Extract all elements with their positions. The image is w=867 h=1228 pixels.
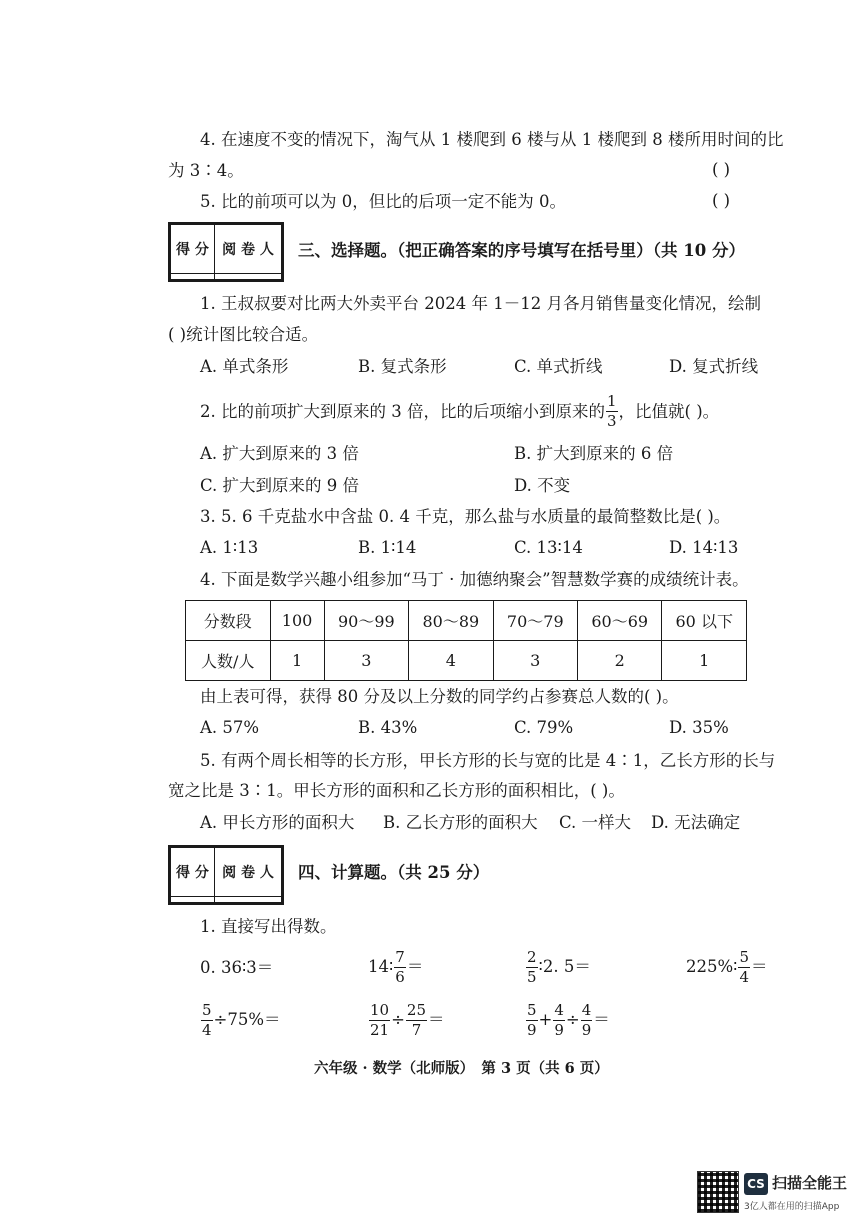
- calc-7-den-1: 9: [527, 1020, 537, 1039]
- grade-data-cell: 1: [270, 641, 324, 681]
- calc-7-fraction-2: [553, 1000, 565, 1039]
- calc-7-op-1: +: [538, 1010, 553, 1029]
- calc-4-den: 4: [739, 967, 750, 986]
- s3-q2-option-c[interactable]: C. 扩大到原来的 9 倍: [200, 476, 360, 495]
- tf-q4-line2: 为 3∶4。: [168, 161, 244, 180]
- s3-q1-line2: ( )统计图比较合适。: [168, 325, 319, 344]
- s3-q1-line1: 1. 王叔叔要对比两大外卖平台 2024 年 1－12 月各月销售量变化情况，绘制: [200, 294, 761, 313]
- grade-table-data-row: [186, 641, 747, 681]
- s3-q2-suffix: ，比值就( )。: [618, 401, 720, 421]
- s3-q3-option-a[interactable]: A. 1∶13: [200, 538, 259, 557]
- calc-7-num-3: 4: [581, 1000, 592, 1019]
- score-box-section3: [168, 222, 284, 282]
- grade-data-cell: 人数/人: [186, 641, 271, 681]
- calc-3: [525, 945, 591, 989]
- s3-q1-option-a[interactable]: A. 单式条形: [200, 357, 289, 376]
- calc-6-op: ÷: [391, 1010, 405, 1029]
- calc-4-post: ＝: [751, 957, 768, 976]
- calc-4-num: 5: [739, 947, 750, 966]
- section3-title: 三、选择题。（把正确答案的序号填写在括号里）（共 10 分）: [298, 241, 745, 260]
- grade-header-cell: 100: [270, 601, 324, 641]
- s3-q1-option-b[interactable]: B. 复式条形: [358, 357, 447, 376]
- calc-5-post: ÷75%＝: [213, 1010, 281, 1029]
- calc-7-num-2: 4: [554, 1000, 564, 1019]
- calc-1: 0. 36∶3＝: [200, 958, 274, 977]
- grade-header-cell: 80～89: [409, 601, 493, 641]
- calc-4-pre: 225%∶: [686, 957, 738, 976]
- calc-2-fraction: [394, 947, 406, 986]
- calc-7: [525, 998, 610, 1042]
- calc-3-den: 5: [527, 967, 537, 986]
- camscanner-name: 扫描全能王: [772, 1174, 848, 1192]
- score-cell[interactable]: [171, 896, 215, 902]
- s3-q1-option-d[interactable]: D. 复式折线: [669, 357, 759, 376]
- s3-q3-option-b[interactable]: B. 1∶14: [358, 538, 417, 557]
- s3-q5-option-b[interactable]: B. 乙长方形的面积大: [383, 813, 538, 832]
- s3-q4-option-a[interactable]: A. 57%: [200, 718, 260, 737]
- s3-q2-option-a[interactable]: A. 扩大到原来的 3 倍: [200, 444, 359, 463]
- s3-q2: [200, 394, 719, 429]
- grade-header-cell: 60～69: [578, 601, 662, 641]
- calc-6-den-2: 7: [411, 1020, 422, 1039]
- calc-2: [368, 945, 423, 989]
- tf-q5-answer-paren[interactable]: ( ): [712, 191, 731, 210]
- calc-6-num-1: 10: [370, 1000, 390, 1019]
- s3-q1-option-c[interactable]: C. 单式折线: [514, 357, 603, 376]
- s3-q3-option-d[interactable]: D. 14∶13: [669, 538, 739, 557]
- calc-6-post: ＝: [428, 1010, 445, 1029]
- calc-3-fraction: [526, 947, 538, 986]
- calc-7-den-2: 9: [554, 1020, 564, 1039]
- score-cell[interactable]: [171, 273, 215, 279]
- calc-6-den-1: 21: [370, 1020, 390, 1039]
- calc-5-fraction: [201, 1000, 213, 1039]
- score-label: 得 分: [171, 225, 215, 274]
- calc-4-fraction: [738, 947, 750, 986]
- s3-q4-question: 由上表可得，获得 80 分及以上分数的同学约占参赛总人数的( )。: [200, 687, 679, 706]
- tf-q5: 5. 比的前项可以为 0，但比的后项一定不能为 0。: [200, 192, 566, 211]
- s3-q4-option-d[interactable]: D. 35%: [669, 718, 729, 737]
- s3-q5-option-a[interactable]: A. 甲长方形的面积大: [200, 813, 355, 832]
- qr-code-icon: [697, 1171, 739, 1213]
- page-footer: 六年级 · 数学（北师版） 第 3 页（共 6 页）: [314, 1060, 609, 1077]
- calc-3-post: ∶2. 5＝: [538, 957, 591, 976]
- calc-6-fraction-1: [369, 1000, 390, 1039]
- calc-2-post: ＝: [406, 957, 424, 976]
- grade-header-cell: 60 以下: [662, 601, 747, 641]
- calc-7-op-2: ÷: [565, 1010, 580, 1029]
- s3-q4-option-c[interactable]: C. 79%: [514, 718, 574, 737]
- s3-q4-option-b[interactable]: B. 43%: [358, 718, 418, 737]
- s3-q2-prefix: 2. 比的前项扩大到原来的 3 倍，比的后项缩小到原来的: [200, 401, 605, 421]
- calc-2-num: 7: [395, 947, 405, 966]
- tf-q4-answer-paren[interactable]: ( ): [712, 160, 731, 179]
- s3-q2-option-b[interactable]: B. 扩大到原来的 6 倍: [514, 444, 674, 463]
- calc-2-den: 6: [395, 967, 405, 986]
- grade-header-cell: 分数段: [186, 601, 271, 641]
- reviewer-label: 阅 卷 人: [214, 848, 281, 897]
- s3-q3-option-c[interactable]: C. 13∶14: [514, 538, 583, 557]
- tf-q4-line1: 4. 在速度不变的情况下，淘气从 1 楼爬到 6 楼与从 1 楼爬到 8 楼所用时间的比: [200, 130, 784, 149]
- calc-5-num: 5: [202, 1000, 212, 1019]
- grade-header-cell: 70～79: [493, 601, 577, 641]
- grade-data-cell: 3: [324, 641, 408, 681]
- calc-3-num: 2: [527, 947, 537, 966]
- calc-5: [200, 998, 281, 1042]
- calc-7-post: ＝: [593, 1010, 610, 1029]
- score-box-section4: [168, 845, 284, 905]
- s3-q2-frac-num: 1: [606, 392, 617, 410]
- grade-header-cell: 90～99: [324, 601, 408, 641]
- s3-q4: 4. 下面是数学兴趣小组参加“马丁 · 加德纳聚会”智慧数学赛的成绩统计表。: [200, 570, 749, 589]
- grade-data-cell: 3: [493, 641, 577, 681]
- calc-6: [368, 998, 445, 1042]
- score-label: 得 分: [171, 848, 215, 897]
- s3-q2-frac-den: 3: [606, 412, 617, 430]
- calc-5-den: 4: [202, 1020, 212, 1039]
- grade-data-cell: 4: [409, 641, 493, 681]
- calc-6-fraction-2: [406, 1000, 427, 1039]
- reviewer-cell[interactable]: [214, 896, 281, 902]
- s3-q3: 3. 5. 6 千克盐水中含盐 0. 4 千克，那么盐与水质量的最简整数比是( )。: [200, 507, 731, 526]
- calc-6-num-2: 25: [406, 1000, 427, 1019]
- s3-q5-line2: 宽之比是 3∶1。甲长方形的面积和乙长方形的面积相比，( )。: [168, 781, 625, 800]
- s3-q2-fraction: [606, 394, 618, 429]
- grade-table: [185, 600, 747, 681]
- s3-q5-option-c[interactable]: C. 一样大: [559, 813, 632, 832]
- grade-table-header-row: [186, 601, 747, 641]
- s3-q2-option-d[interactable]: D. 不变: [514, 476, 571, 495]
- calc-7-fraction-3: [581, 1000, 593, 1039]
- camscanner-logo-icon: CS: [744, 1173, 768, 1195]
- s3-q5-line1: 5. 有两个周长相等的长方形，甲长方形的长与宽的比是 4∶1，乙长方形的长与: [200, 751, 776, 770]
- calc-4: [686, 945, 768, 989]
- calc-7-fraction-1: [526, 1000, 538, 1039]
- s4-q1: 1. 直接写出得数。: [200, 917, 337, 936]
- s3-q5-option-d[interactable]: D. 无法确定: [651, 813, 741, 832]
- grade-data-cell: 2: [578, 641, 662, 681]
- section4-title: 四、计算题。（共 25 分）: [298, 863, 490, 882]
- calc-7-num-1: 5: [527, 1000, 537, 1019]
- calc-2-pre: 14∶: [368, 957, 394, 976]
- reviewer-label: 阅 卷 人: [214, 225, 281, 274]
- camscanner-tagline: 3亿人都在用的扫描App: [744, 1202, 840, 1212]
- calc-7-den-3: 9: [581, 1020, 592, 1039]
- reviewer-cell[interactable]: [214, 273, 281, 279]
- grade-data-cell: 1: [662, 641, 747, 681]
